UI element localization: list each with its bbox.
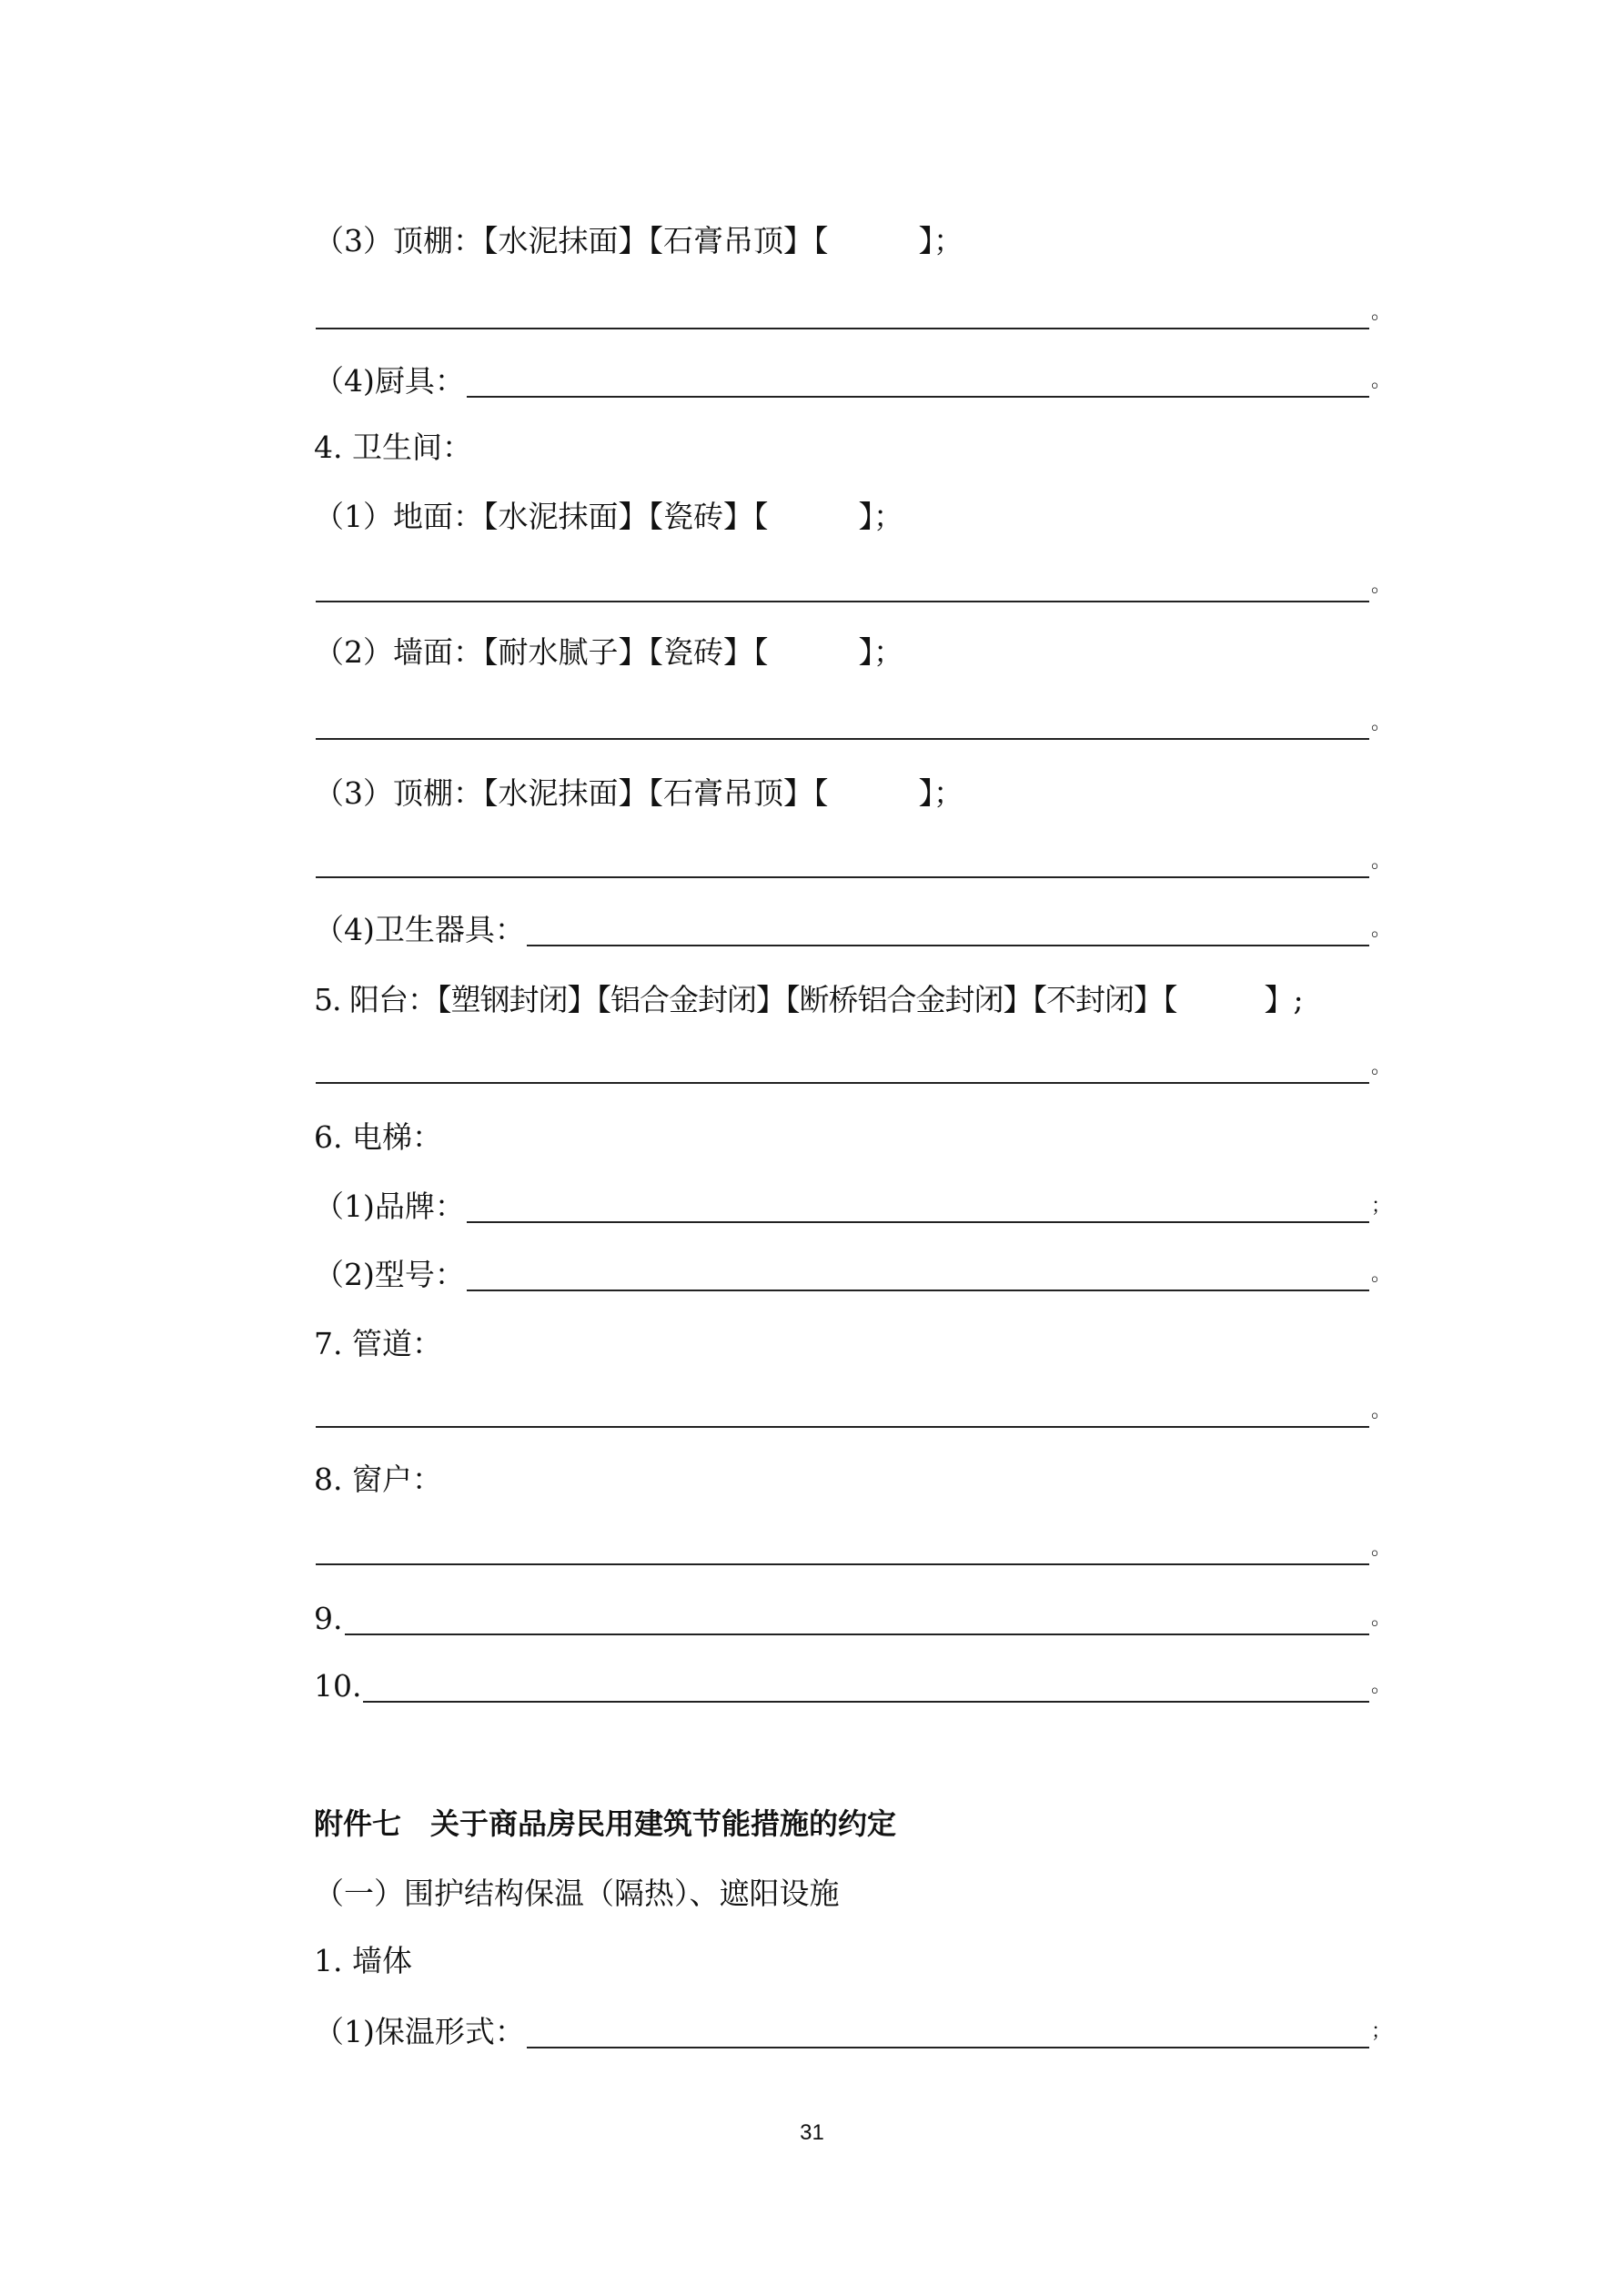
text: 6. 电梯： — [314, 1119, 442, 1155]
period: 。 — [1371, 1056, 1392, 1078]
period: 。 — [1371, 1400, 1392, 1422]
text: 1. 墙体 — [314, 1943, 412, 1978]
text: 8. 窗户： — [314, 1462, 442, 1497]
floor-options — [314, 497, 1387, 537]
insulation-form-field — [314, 2012, 1392, 2052]
semicolon: ； — [1371, 2020, 1392, 2043]
section-pipes — [314, 1324, 1387, 1364]
section-windows — [314, 1460, 1387, 1500]
period: 。 — [1371, 574, 1392, 597]
label: （4)厨具： — [314, 363, 465, 399]
text: （3）顶棚：【水泥抹面】【石膏吊顶】【 】； — [314, 775, 963, 811]
text: 5. 阳台：【塑钢封闭】【铝合金封闭】【断桥铝合金封闭】【不封闭】【 】; — [314, 982, 1303, 1017]
page-number: 31 — [800, 2120, 824, 2145]
blank-line[interactable] — [314, 1047, 1392, 1087]
label: （4)卫生器具： — [314, 912, 525, 947]
blank-line[interactable] — [314, 1529, 1392, 1569]
period: 。 — [1371, 1674, 1392, 1697]
text: （2）墙面：【耐水腻子】【瓷砖】【 】； — [314, 634, 903, 670]
period: 。 — [1371, 369, 1392, 392]
item-10-field — [314, 1666, 1392, 1706]
section-bathroom — [314, 428, 1387, 468]
text: （1）地面：【水泥抹面】【瓷砖】【 】； — [314, 499, 903, 534]
appendix-heading — [314, 1804, 1387, 1844]
fill-line[interactable] — [527, 914, 1369, 946]
fill-line[interactable] — [467, 1259, 1369, 1291]
model-field — [314, 1255, 1392, 1295]
ceiling-options-bathroom — [314, 774, 1387, 814]
section-wall — [314, 1941, 1387, 1981]
subsection-title — [314, 1874, 1387, 1914]
text: 7. 管道： — [314, 1326, 442, 1361]
fill-line[interactable] — [316, 845, 1369, 878]
ceiling-options — [314, 221, 1387, 261]
fill-line[interactable] — [467, 365, 1369, 398]
fill-line[interactable] — [467, 1190, 1369, 1223]
label: （1)保温形式： — [314, 2014, 525, 2049]
text: （3）顶棚：【水泥抹面】【石膏吊顶】【 】； — [314, 223, 963, 258]
heading: 附件七 关于商品房民用建筑节能措施的约定 — [314, 1806, 897, 1841]
fill-line[interactable] — [316, 707, 1369, 740]
wall-options — [314, 632, 1387, 673]
blank-line[interactable] — [314, 1391, 1392, 1431]
fill-line[interactable] — [363, 1670, 1369, 1703]
brand-field — [314, 1187, 1392, 1227]
fill-line[interactable] — [527, 2016, 1369, 2048]
blank-line[interactable] — [314, 566, 1392, 606]
period: 。 — [1371, 850, 1392, 873]
period: 。 — [1371, 1537, 1392, 1560]
period: 。 — [1371, 301, 1392, 324]
period: 。 — [1371, 1263, 1392, 1286]
period: 。 — [1371, 918, 1392, 941]
period: 。 — [1371, 712, 1392, 734]
blank-line[interactable] — [314, 293, 1392, 333]
balcony-options — [314, 980, 1387, 1020]
text: （一）围护结构保温（隔热）、遮阳设施 — [314, 1876, 840, 1911]
fill-line[interactable] — [345, 1603, 1370, 1635]
blank-line[interactable] — [314, 842, 1392, 882]
sanitary-ware-field — [314, 910, 1392, 950]
blank-line[interactable] — [314, 703, 1392, 743]
fill-line[interactable] — [316, 570, 1369, 602]
section-elevator — [314, 1118, 1387, 1158]
label: （2)型号： — [314, 1257, 465, 1292]
semicolon: ； — [1371, 1195, 1392, 1218]
kitchenware-field — [314, 361, 1392, 401]
period: 。 — [1371, 1607, 1392, 1630]
label: 10. — [314, 1668, 362, 1704]
fill-line[interactable] — [316, 297, 1369, 329]
text: 4. 卫生间： — [314, 430, 472, 465]
fill-line[interactable] — [316, 1395, 1369, 1428]
fill-line[interactable] — [316, 1532, 1369, 1565]
label: 9. — [314, 1601, 343, 1636]
label: （1)品牌： — [314, 1188, 465, 1224]
fill-line[interactable] — [316, 1051, 1369, 1084]
item-9-field — [314, 1599, 1392, 1639]
